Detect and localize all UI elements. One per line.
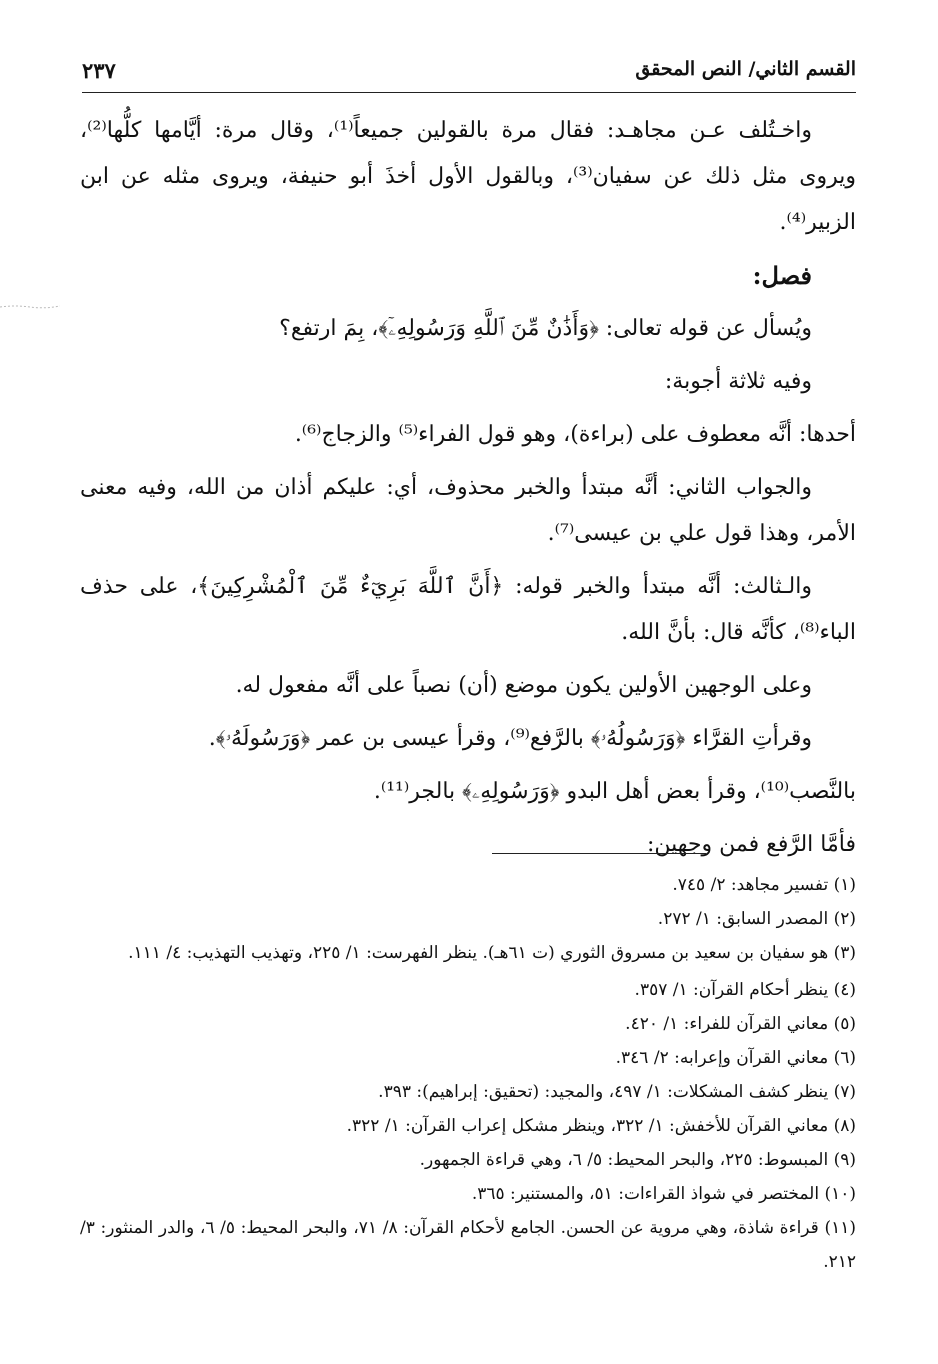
paragraph-2: ويُسأل عن قوله تعالى: ﴿وَأَذَٰنٌ مِّنَ ٱللَّهِ وَرَسُولِهِۦٓ﴾، بِمَ ارتفع؟ [279,316,812,341]
paragraph-9: بالنَّصب⁽¹⁰⁾، وقرأ بعض أهل البدو ﴿وَرَسُولِهِۦ﴾ بالجر⁽¹¹⁾. [373,779,856,804]
running-header [82,58,856,96]
footnote-2: (٢) المصدر السابق: ١/ ٢٧٢. [657,909,856,929]
footnote-11: (١١) قراءة شاذة، وهي مروية عن الحسن. الجامع لأحكام القرآن: ٨/ ٧١، والبحر المحيط: ٥/ ٦، والدر المنثور: ٣/ ٢١٢. [80,1218,857,1272]
footnote-9: (٩) المبسوط: ٢٢٥، والبحر المحيط: ٥/ ٦، وهي قراءة الجمهور. [419,1150,856,1170]
section-heading: فصل: [752,261,812,290]
paragraph-7: وعلى الوجهين الأولين يكون موضع (أن) نصباً على أنَّه مفعول له. [235,673,812,698]
footnote-3: (٣) هو سفيان بن سعيد بن مسروق الثوري (ت ٦١هـ). ينظر الفهرست: ١/ ٢٢٥، وتهذيب التهذيب: ٤/ ١١١. [128,943,856,963]
paragraph-5: والجواب الثاني: أنَّه مبتدأ والخبر محذوف، أي: عليكم أذان من الله، وفيه معنى الأمر، وهذا قول علي بن عيسى⁽⁷⁾. [80,475,856,546]
footnote-separator [492,853,706,854]
paragraph-8: وقرأتِ القرَّاء ﴿وَرَسُولُهُۥ﴾ بالرَّفع⁽⁹⁾، وقرأ عيسى بن عمر ﴿وَرَسُولَهُۥ﴾. [208,726,812,751]
footnote-4: (٤) ينظر أحكام القرآن: ١/ ٣٥٧. [634,980,856,1000]
footnote-7: (٧) ينظر كشف المشكلات: ١/ ٤٩٧، والمجيد: (تحقيق: إبراهيم): ٣٩٣. [378,1082,856,1102]
footnotes [80,868,856,1282]
main-text [80,108,856,875]
paragraph-10: فأمَّا الرَّفع فمن وجهين: [646,832,856,857]
paragraph-3: وفيه ثلاثة أجوبة: [664,369,812,394]
paragraph-6: والـثالث: أنَّه مبتدأ والخبر قوله: ﴿أَنَّ ٱللَّهَ بَرِيٓءٌ مِّنَ ٱلْمُشْرِكِينَ﴾، على حذف الباء⁽⁸⁾، كأنَّه قال: بأنَّ الله. [80,574,856,645]
footnote-5: (٥) معاني القرآن للفراء: ١/ ٤٢٠. [625,1014,856,1034]
footnote-10: (١٠) المختصر في شواذ القراءات: ٥١، والمستنير: ٣٦٥. [471,1184,856,1204]
page-number: ٢٣٧ [82,58,116,83]
margin-scratch-mark [0,294,60,300]
paragraph-4: أحدها: أنَّه معطوف على (براءة)، وهو قول الفراء⁽⁵⁾ والزجاج⁽⁶⁾. [294,422,856,447]
header-title: القسم الثاني/ النص المحقق [635,58,856,80]
footnote-6: (٦) معاني القرآن وإعرابه: ٢/ ٣٤٦. [615,1048,856,1068]
header-rule [82,92,856,93]
footnote-1: (١) تفسير مجاهد: ٢/ ٧٤٥. [672,875,856,895]
paragraph-1: واخـتُلف عـن مجاهـد: فقال مرة بالقولين جميعاً⁽¹⁾، وقال مرة: أيَّامها كلُّها⁽²⁾، ويروى مثل ذلك عن سفيان⁽³⁾، وبالقول الأول أخذَ أبو حنيفة، ويروى مثله عن ابن الزبير⁽⁴⁾. [80,118,856,235]
footnote-8: (٨) معاني القرآن للأخفش: ١/ ٣٢٢، وينظر مشكل إعراب القرآن: ١/ ٣٢٢. [346,1116,856,1136]
